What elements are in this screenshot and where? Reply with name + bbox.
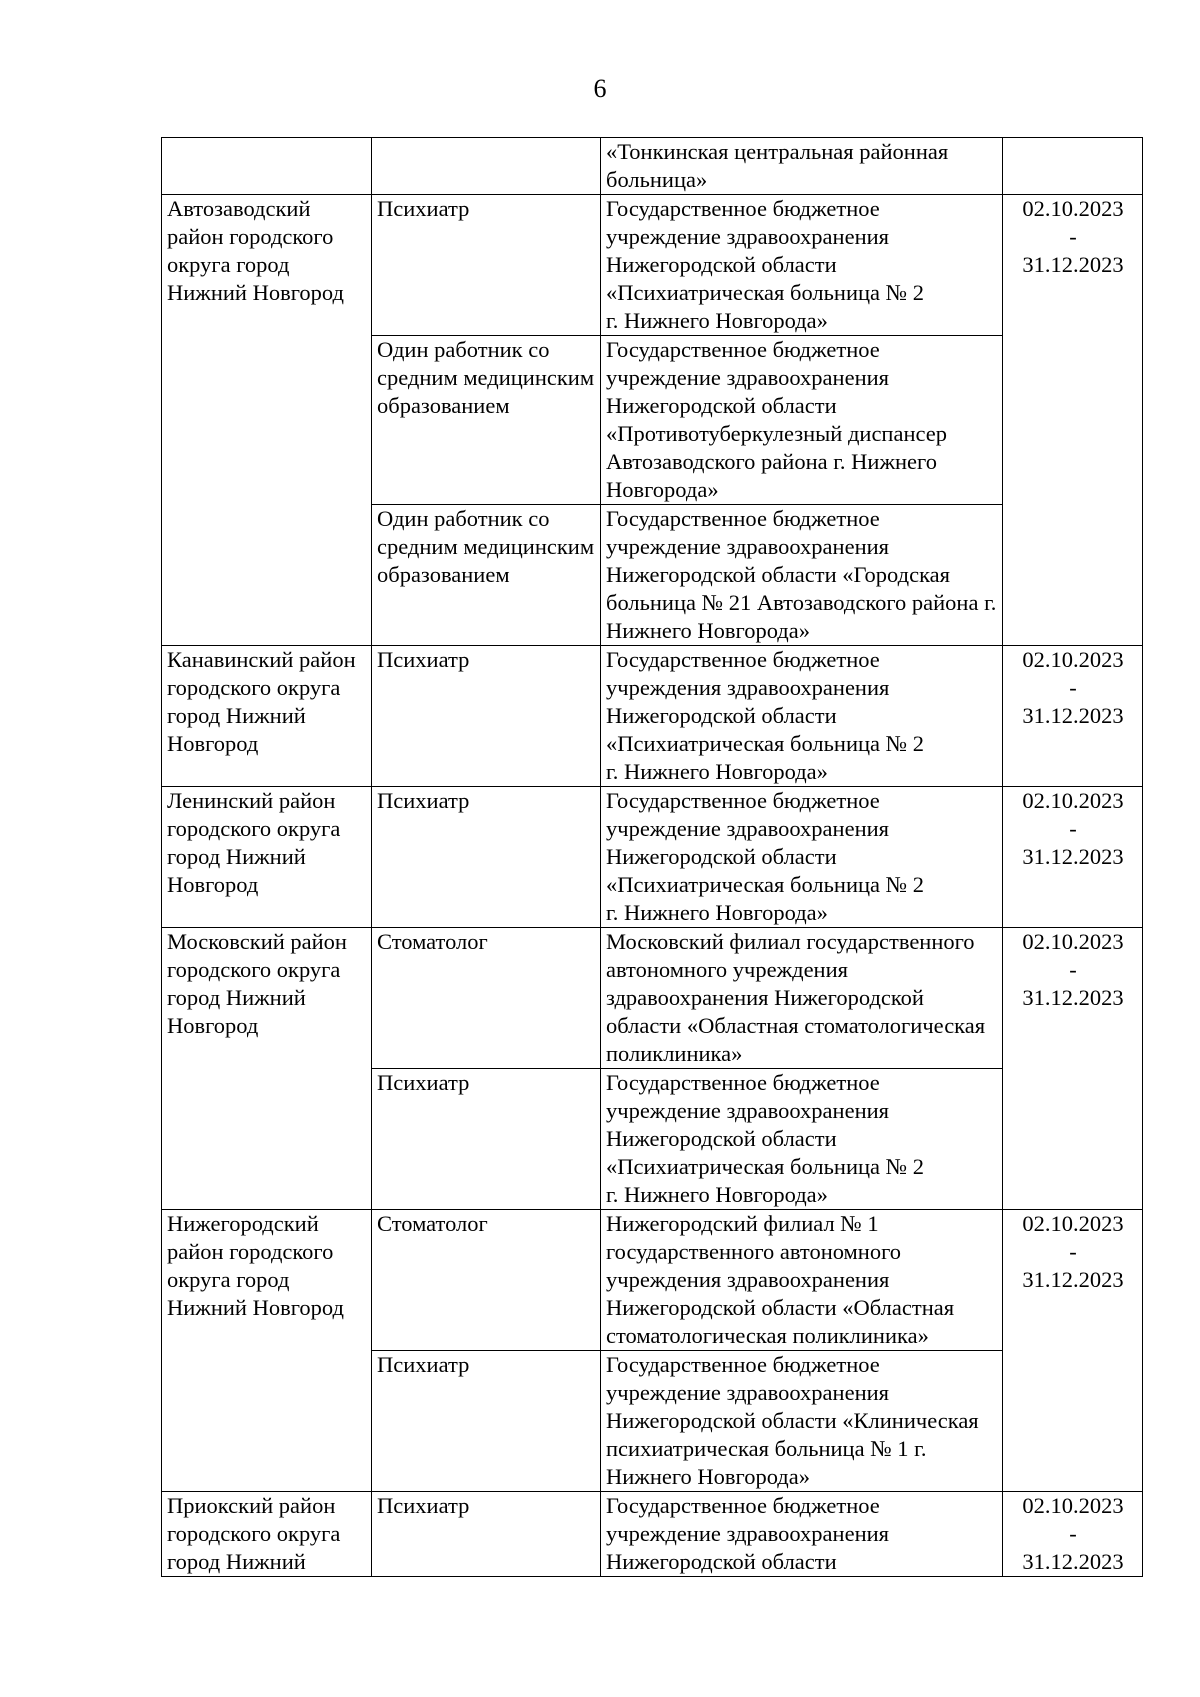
specialist-cell: Психиатр	[372, 195, 601, 336]
period-dash: -	[1069, 1521, 1077, 1546]
organization-cell: Государственное бюджетное учреждение здравоохранения Нижегородской области «Клиническая психиатрическая больница № 1 г. Нижнего Новгорода»	[601, 1351, 1003, 1492]
district-cell	[162, 138, 372, 195]
organization-cell: Государственное бюджетное учреждение здравоохранения Нижегородской области «Противотуберкулезный диспансер Автозаводского района г. Нижнего Новгорода»	[601, 336, 1003, 505]
district-cell: Автозаводский район городского округа город Нижний Новгород	[162, 195, 372, 646]
table-row	[162, 646, 1143, 787]
table-row	[162, 138, 1143, 195]
period-cell	[1003, 787, 1143, 928]
specialist-cell: Стоматолог	[372, 928, 601, 1069]
period-start: 02.10.2023	[1022, 1211, 1124, 1236]
period-cell	[1003, 195, 1143, 646]
table-row	[162, 928, 1143, 1069]
period-cell	[1003, 1492, 1143, 1577]
specialist-cell: Один работник со средним медицинским образованием	[372, 336, 601, 505]
period-end: 31.12.2023	[1022, 985, 1124, 1010]
period-dash: -	[1069, 816, 1077, 841]
organization-cell: Государственное бюджетное учреждение здравоохранения Нижегородской области	[601, 1492, 1003, 1577]
table-row	[162, 787, 1143, 928]
specialist-cell	[372, 138, 601, 195]
organization-cell: Московский филиал государственного автономного учреждения здравоохранения Нижегородской области «Областная стоматологическая поликлиника»	[601, 928, 1003, 1069]
specialist-cell: Психиатр	[372, 1492, 601, 1577]
period-cell	[1003, 138, 1143, 195]
period-end: 31.12.2023	[1022, 1267, 1124, 1292]
period-start: 02.10.2023	[1022, 788, 1124, 813]
period-cell	[1003, 1210, 1143, 1492]
period-dash: -	[1069, 675, 1077, 700]
period-end: 31.12.2023	[1022, 844, 1124, 869]
specialist-cell: Стоматолог	[372, 1210, 601, 1351]
period-start: 02.10.2023	[1022, 196, 1124, 221]
period-end: 31.12.2023	[1022, 252, 1124, 277]
district-cell: Приокский район городского округа город Нижний	[162, 1492, 372, 1577]
organization-cell: Государственное бюджетное учреждение здравоохранения Нижегородской области «Психиатрическая больница № 2 г. Нижнего Новгорода»	[601, 787, 1003, 928]
period-cell	[1003, 646, 1143, 787]
organization-cell: Государственное бюджетное учреждения здравоохранения Нижегородской области «Психиатрическая больница № 2 г. Нижнего Новгорода»	[601, 646, 1003, 787]
period-end: 31.12.2023	[1022, 703, 1124, 728]
table-row	[162, 195, 1143, 336]
period-cell	[1003, 928, 1143, 1210]
period-dash: -	[1069, 1239, 1077, 1264]
district-cell: Нижегородский район городского округа город Нижний Новгород	[162, 1210, 372, 1492]
period-dash: -	[1069, 957, 1077, 982]
table-row	[162, 1210, 1143, 1351]
organization-cell: Государственное бюджетное учреждение здравоохранения Нижегородской области «Психиатрическая больница № 2 г. Нижнего Новгорода»	[601, 195, 1003, 336]
page-number: 6	[593, 74, 607, 103]
period-start: 02.10.2023	[1022, 647, 1124, 672]
specialist-cell: Один работник со средним медицинским образованием	[372, 505, 601, 646]
table-row	[162, 1492, 1143, 1577]
district-cell: Канавинский район городского округа город Нижний Новгород	[162, 646, 372, 787]
assignment-table	[161, 137, 1143, 1577]
district-cell: Московский район городского округа город Нижний Новгород	[162, 928, 372, 1210]
period-start: 02.10.2023	[1022, 929, 1124, 954]
specialist-cell: Психиатр	[372, 646, 601, 787]
period-dash: -	[1069, 224, 1077, 249]
period-end: 31.12.2023	[1022, 1549, 1124, 1574]
organization-cell: Нижегородский филиал № 1 государственного автономного учреждения здравоохранения Нижегородской области «Областная стоматологическая поликлиника»	[601, 1210, 1003, 1351]
specialist-cell: Психиатр	[372, 1069, 601, 1210]
organization-cell: «Тонкинская центральная районная больница»	[601, 138, 1003, 195]
district-cell: Ленинский район городского округа город Нижний Новгород	[162, 787, 372, 928]
specialist-cell: Психиатр	[372, 1351, 601, 1492]
specialist-cell: Психиатр	[372, 787, 601, 928]
period-start: 02.10.2023	[1022, 1493, 1124, 1518]
organization-cell: Государственное бюджетное учреждение здравоохранения Нижегородской области «Психиатрическая больница № 2 г. Нижнего Новгорода»	[601, 1069, 1003, 1210]
organization-cell: Государственное бюджетное учреждение здравоохранения Нижегородской области «Городская больница № 21 Автозаводского района г. Нижнего Новгорода»	[601, 505, 1003, 646]
